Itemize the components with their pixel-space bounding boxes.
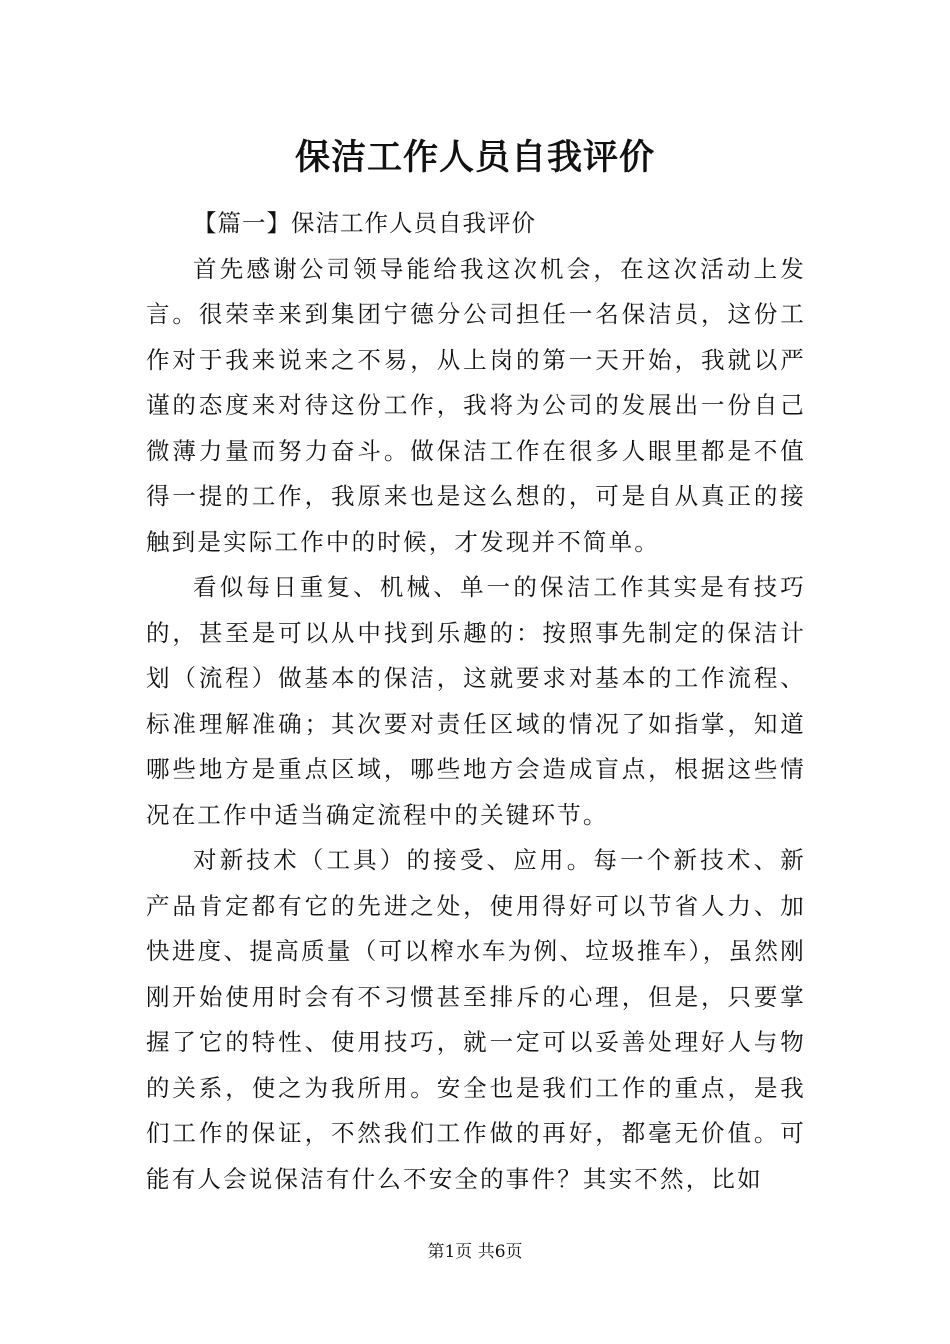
document-title: 保洁工作人员自我评价 (294, 137, 655, 178)
document-body (146, 201, 806, 1202)
paragraph-3: 对新技术（工具）的接受、应用。每一个新技术、新产品肯定都有它的先进之处，使用得好可以节省人力、加快进度、提高质量（可以榨水车为例、垃圾推车），虽然刚刚开始使用时会有不习惯甚至排斥的心理，但是，只要掌握了它的特性、使用技巧，就一定可以妥善处理好人与物的关系，使之为我所用。安全也是我们工作的重点，是我们工作的保证，不然我们工作做的再好，都毫无价值。可能有人会说保洁有什么不安全的事件？其实不然，比如 (146, 846, 806, 1193)
section-heading: 【篇一】保洁工作人员自我评价 (193, 209, 536, 237)
paragraph-1: 首先感谢公司领导能给我这次机会，在这次活动上发言。很荣幸来到集团宁德分公司担任一名保洁员，这份工作对于我来说来之不易，从上岗的第一天开始，我就以严谨的态度来对待这份工作，我将为公司的发展出一份自己微薄力量而努力奋斗。做保洁工作在很多人眼里都是不值得一提的工作，我原来也是这么想的，可是自从真正的接触到是实际工作中的时候，才发现并不简单。 (146, 254, 806, 556)
paragraph-2: 看似每日重复、机械、单一的保洁工作其实是有技巧的，甚至是可以从中找到乐趣的：按照事先制定的保洁计划（流程）做基本的保洁，这就要求对基本的工作流程、标准理解准确；其次要对责任区域的情况了如指掌，知道哪些地方是重点区域，哪些地方会造成盲点，根据这些情况在工作中适当确定流程中的关键环节。 (146, 573, 806, 829)
page-footer: 第1页 共6页 (427, 1242, 523, 1262)
